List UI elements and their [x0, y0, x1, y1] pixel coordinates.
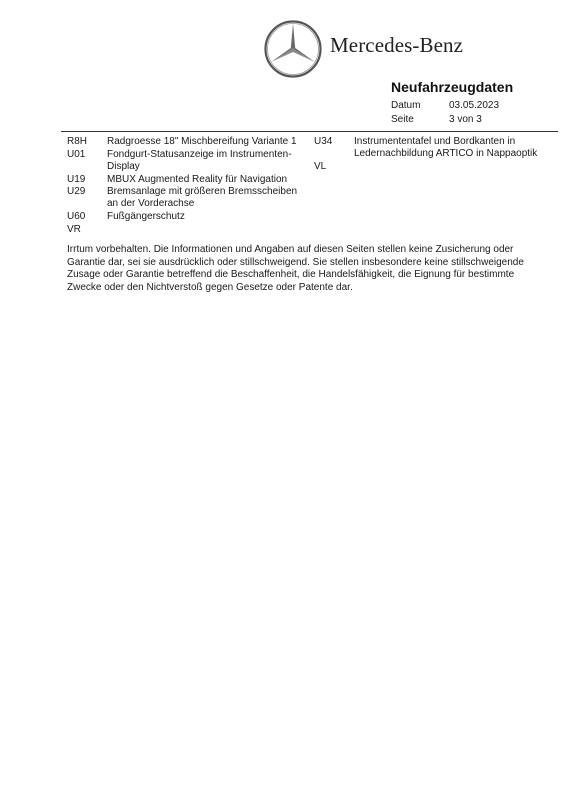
option-code: R8H: [67, 136, 88, 147]
date-label: Datum: [391, 100, 421, 111]
option-code: VL: [314, 161, 327, 172]
option-code: U34: [314, 136, 333, 147]
header-divider: [61, 131, 558, 132]
option-description: Fondgurt-Statusanzeige im Instrumenten-Display: [107, 149, 292, 172]
option-code: U60: [67, 211, 86, 222]
option-code: U29: [67, 186, 86, 197]
disclaimer-text: Irrtum vorbehalten. Die Informationen und Angaben auf diesen Seiten stellen keine Zusicherung oder Garantie dar, sei sie ausdrücklich oder stillschweigend. Sie stellen insbesondere keine stillschweigende Zusage oder Garantie betreffend die Beschaffenheit, die Handelsfähigkeit, die Eignung für bestimmte Zwecke oder den Nichtverstoß gegen Gesetze oder Patente dar.: [67, 244, 524, 293]
option-code: U01: [67, 149, 86, 160]
option-code: VR: [67, 224, 81, 235]
option-description: Radgroesse 18" Mischbereifung Variante 1: [107, 136, 297, 147]
date-value: 03.05.2023: [449, 100, 500, 111]
mercedes-star-icon: [263, 19, 323, 79]
option-code: U19: [67, 174, 86, 185]
brand-name: Mercedes-Benz: [330, 33, 464, 57]
option-description: Bremsanlage mit größeren Bremsscheiben an der Vorderachse: [107, 186, 298, 209]
page-title: Neufahrzeugdaten: [391, 79, 514, 95]
option-description: MBUX Augmented Reality für Navigation: [107, 174, 288, 185]
option-description: Instrumententafel und Bordkanten in Ledernachbildung ARTICO in Nappaoptik: [354, 136, 538, 159]
page-label: Seite: [391, 114, 414, 125]
page-number: 3 von 3: [449, 114, 482, 125]
option-description: Fußgängerschutz: [107, 211, 185, 222]
